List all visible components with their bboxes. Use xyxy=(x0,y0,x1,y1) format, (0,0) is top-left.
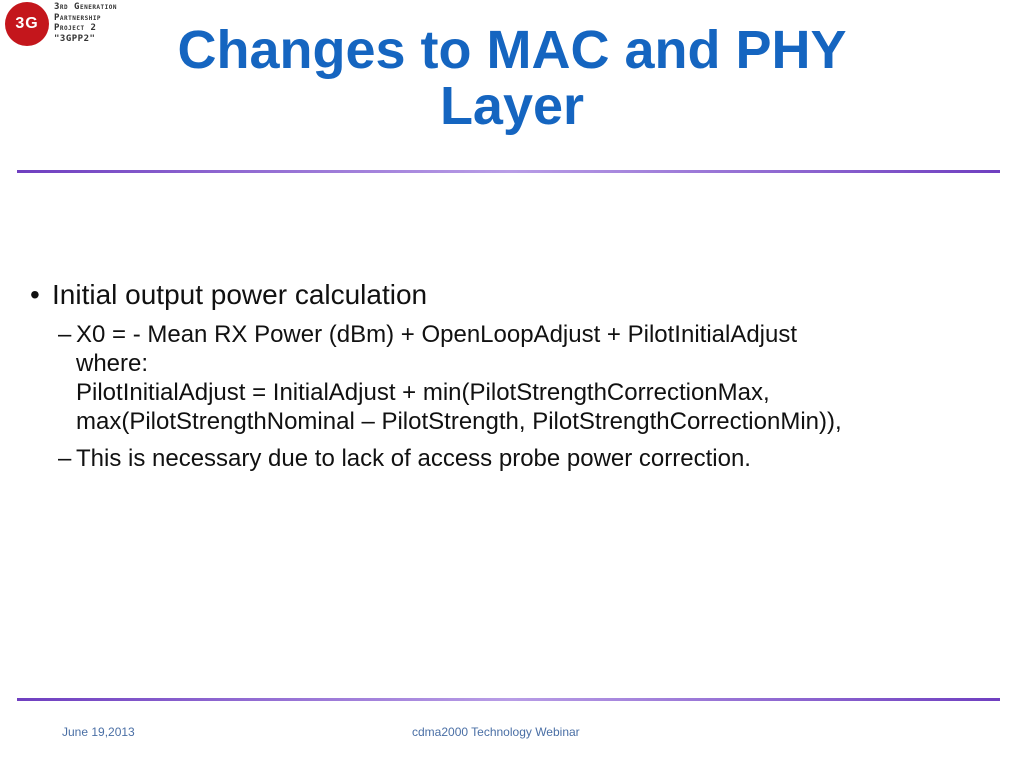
logo-line: Project 2 xyxy=(54,23,97,33)
dash-icon: – xyxy=(58,321,72,348)
bullet-item xyxy=(30,278,1010,312)
slide-title xyxy=(0,22,1024,134)
logo-line: Partnership xyxy=(54,12,102,23)
note-line: This is necessary due to lack of access probe power correction. xyxy=(76,445,751,472)
slide-title-line-2: Layer xyxy=(439,76,585,136)
slide-body xyxy=(30,278,1010,473)
logo-mark: 3G xyxy=(15,15,39,32)
footer-event: cdma2000 Technology Webinar xyxy=(412,725,580,739)
formula-line: X0 = - Mean RX Power (dBm) + OpenLoopAdjust + PilotInitialAdjust xyxy=(76,321,798,348)
bullet-icon: • xyxy=(30,279,40,310)
sub-bullet-formula xyxy=(30,320,1010,436)
formula-line: max(PilotStrengthNominal – PilotStrength, PilotStrengthCorrectionMin)), xyxy=(76,408,842,435)
sub-bullet-note xyxy=(30,444,1010,473)
footer-date: June 19,2013 xyxy=(62,725,135,739)
slide-title-line-1: Changes to MAC and PHY xyxy=(177,20,847,80)
dash-icon: – xyxy=(58,445,72,472)
formula-line: PilotInitialAdjust = InitialAdjust + min(PilotStrengthCorrectionMax, xyxy=(76,379,770,406)
logo-line: 3rd Generation xyxy=(54,2,117,12)
logo-line: "3GPP2" xyxy=(54,33,96,44)
bottom-divider xyxy=(17,698,1000,701)
top-divider xyxy=(17,170,1000,173)
formula-line: where: xyxy=(76,350,149,377)
bullet-text: Initial output power calculation xyxy=(52,279,428,310)
